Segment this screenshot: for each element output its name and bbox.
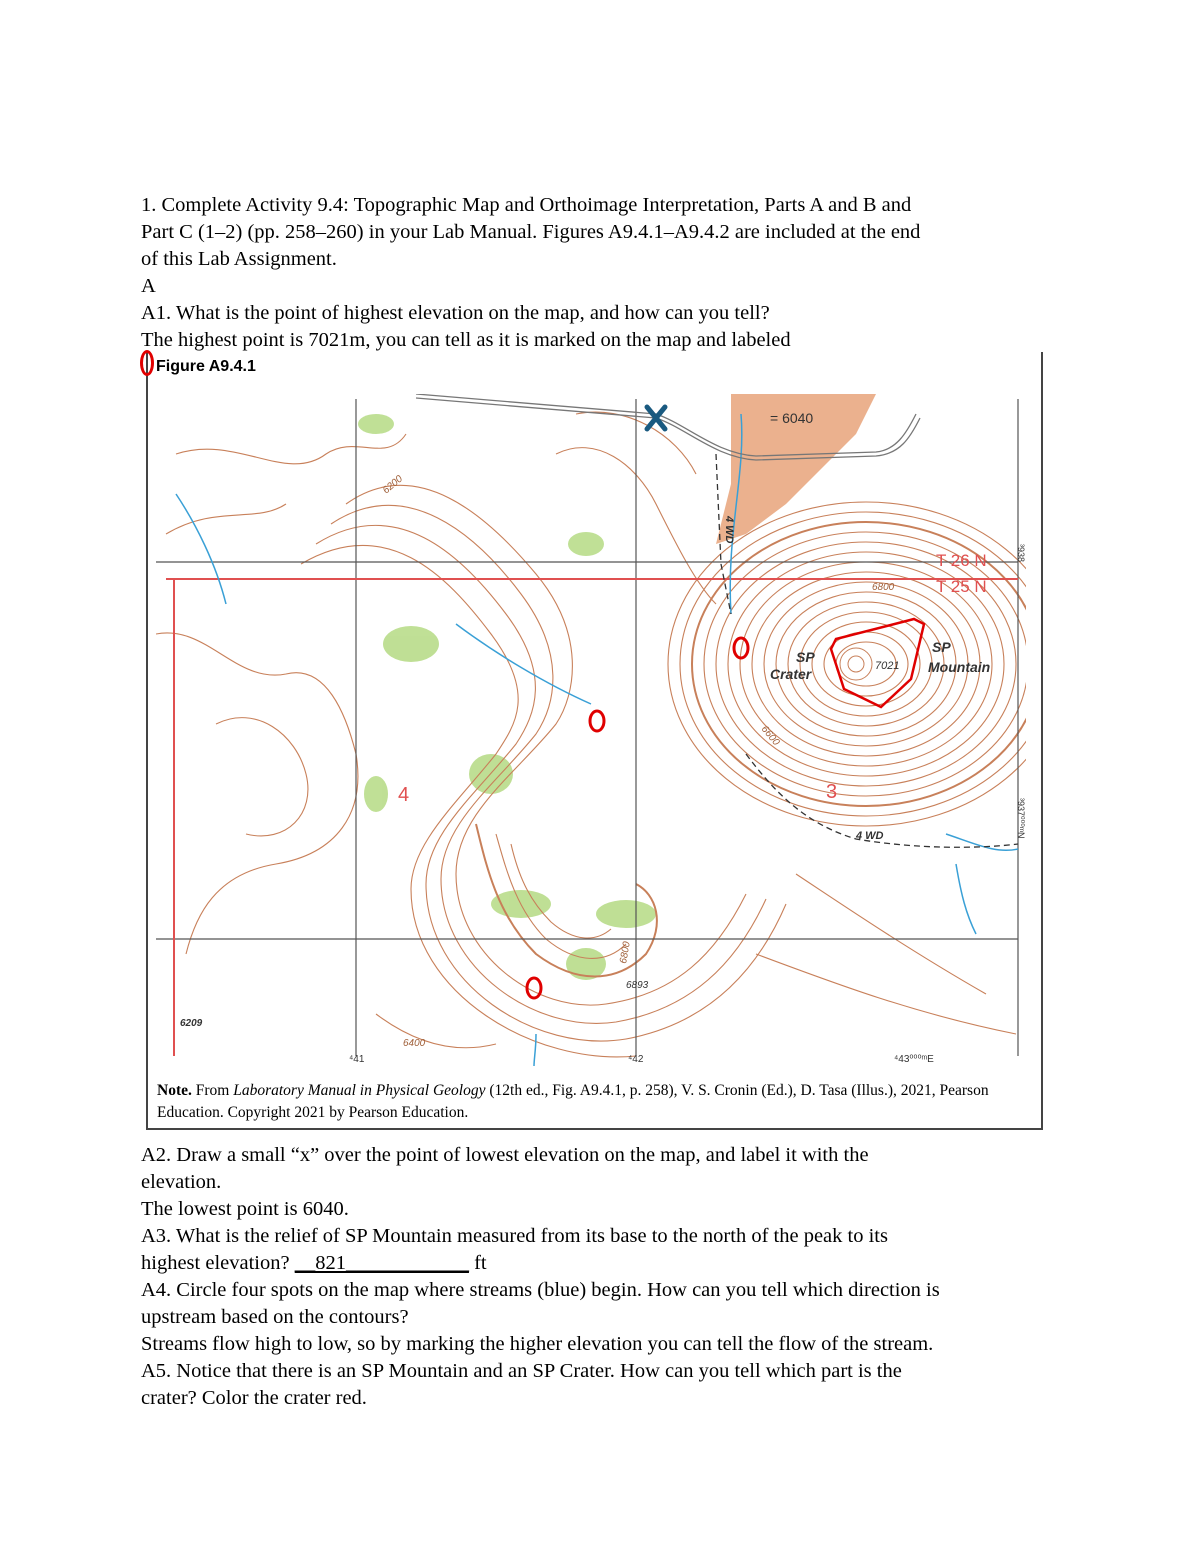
contour-label-6200: 6200 [380, 473, 405, 497]
vegetation [358, 414, 656, 980]
note-label: Note. [157, 1082, 192, 1099]
question-a5-line-2: crater? Color the crater red. [141, 1387, 367, 1409]
question-a1: A1. What is the point of highest elevation on the map, and how can you tell? [141, 302, 770, 324]
grid-tick-42: ⁴42 [628, 1054, 644, 1065]
sp-crater-label-1: SP [796, 649, 815, 665]
answer-a4: Streams flow high to low, so by marking the higher elevation you can tell the flow of the stream. [141, 1333, 934, 1355]
sp-crater-label-2: Crater [770, 666, 812, 682]
questions-text [141, 1142, 1071, 1412]
spot-elevation-6209: 6209 [180, 1018, 203, 1029]
lowest-label: = 6040 [770, 410, 814, 426]
intro-text [141, 192, 1071, 354]
intro-line-1: 1. Complete Activity 9.4: Topographic Map and Orthoimage Interpretation, Parts A and B and [141, 194, 912, 216]
note-from: From [195, 1082, 230, 1099]
answer-a3: __821____________ [294, 1252, 469, 1274]
road-label-horizontal: 4 WD [856, 830, 884, 842]
answer-a3-unit: ft [468, 1252, 487, 1274]
peak-elevation-label: 7021 [875, 660, 900, 672]
grid-tick-3937: ³937⁰⁰⁰ᵐN [1016, 798, 1026, 839]
question-a2-line-1: A2. Draw a small “x” over the point of lowest elevation on the map, and label it with the [141, 1144, 869, 1166]
question-a2-line-2: elevation. [141, 1171, 222, 1193]
question-a4-line-1: A4. Circle four spots on the map where streams (blue) begin. How can you tell which direction is [141, 1279, 940, 1301]
sp-mountain-label-1: SP [932, 639, 951, 655]
figure-note [157, 1080, 1017, 1124]
stream-circle-2 [590, 711, 604, 731]
note-source: Laboratory Manual in Physical Geology [233, 1082, 486, 1099]
stream-circle-3 [527, 978, 541, 998]
intro-line-3: of this Lab Assignment. [141, 248, 337, 270]
annotation-circle [140, 350, 154, 376]
note-rest: (12th ed., Fig. A9.4.1, p. 258), V. S. Cronin (Ed.), D. Tasa (Illus.), 2021, Pearson Education. Copyright 2021 by Pearson Education. [157, 1082, 989, 1121]
answer-a2: The lowest point is 6040. [141, 1198, 349, 1220]
crater-contours [840, 648, 872, 680]
question-a3-line-2 [141, 1250, 1071, 1277]
answer-a1: The highest point is 7021m, you can tell as it is marked on the map and labeled [141, 329, 791, 351]
township-25n: T 25 N [936, 577, 987, 596]
road-label-vertical: 4 WD [723, 516, 735, 544]
sp-mountain-label-2: Mountain [928, 659, 991, 675]
contour-label-6600: 6600 [758, 723, 782, 748]
section-number-3: 3 [826, 781, 838, 803]
grid-tick-43: ⁴43⁰⁰⁰ᵐE [894, 1054, 934, 1065]
question-a5-line-1: A5. Notice that there is an SP Mountain and an SP Crater. How can you tell which part is the [141, 1360, 902, 1382]
question-a3-line-1: A3. What is the relief of SP Mountain measured from its base to the north of the peak to its [141, 1225, 888, 1247]
contour-label-6400: 6400 [403, 1038, 426, 1049]
grid-tick-41: ⁴41 [349, 1054, 365, 1065]
contour-label-6800-lower: 6800 [618, 940, 633, 965]
contour-label-6800-upper: 6800 [872, 582, 895, 593]
township-26n: T 26 N [936, 551, 987, 570]
grid-tick-3938: ³938 [1016, 544, 1026, 563]
spot-elevation-6893: 6893 [626, 980, 649, 991]
question-a3-prompt: highest elevation? [141, 1252, 295, 1274]
intro-line-2: Part C (1–2) (pp. 258–260) in your Lab Manual. Figures A9.4.1–A9.4.2 are included at the end [141, 221, 921, 243]
figure-title: Figure A9.4.1 [156, 358, 256, 375]
topographic-map [156, 394, 1026, 1066]
section-number-4: 4 [398, 784, 410, 806]
section-heading: A [141, 275, 156, 297]
question-a4-line-2: upstream based on the contours? [141, 1306, 409, 1328]
